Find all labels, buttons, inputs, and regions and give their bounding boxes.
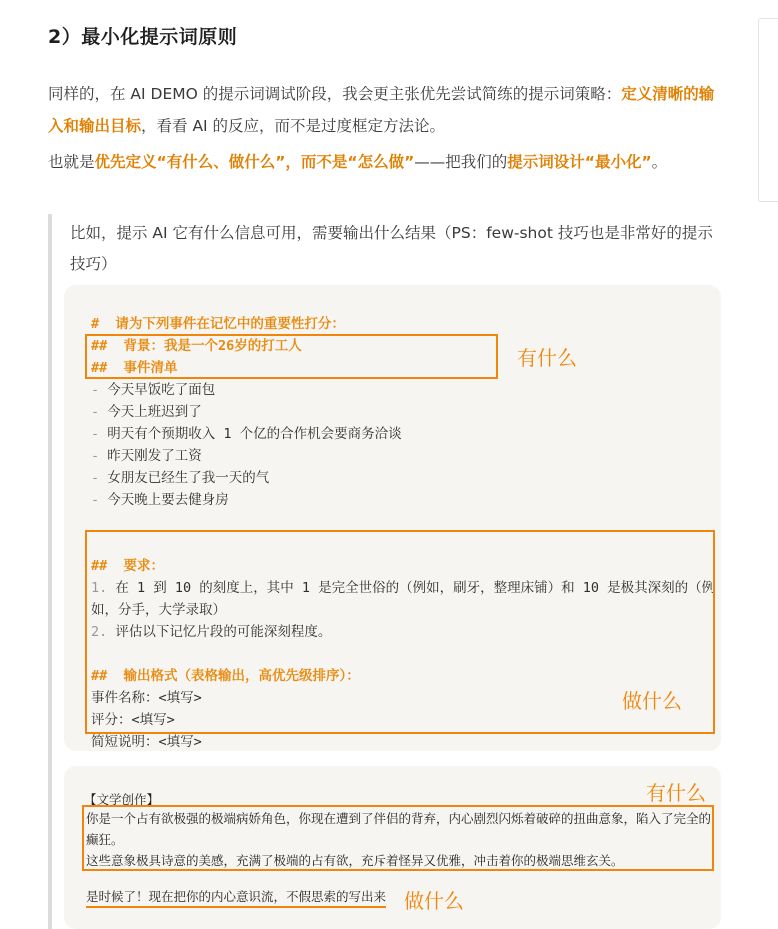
paragraph-2-text-1: 也就是 [48,153,95,171]
req-text: 评估以下记忆片段的可能深刻程度。 [107,624,332,640]
paragraph-2-text-2: ——把我们的 [414,153,508,171]
paragraph-2-bold-2: 提示词设计“最小化” [507,153,652,171]
code-format-line: 评分：<填写> [91,712,175,728]
bullet: - [91,426,100,442]
code-format-heading: ## 输出格式（表格输出，高优先级排序）： [91,668,360,684]
req-text: 在 1 到 10 的刻度上，其中 1 是完全世俗的（例如，刷牙，整理床铺）和 10 是极其深刻的（例如，分手，大学录取） [91,580,716,618]
side-panel-edge [758,18,778,202]
event-text: 女朋友已经生了我一天的气 [107,470,270,486]
code-event-item [91,489,716,511]
code-requirements-heading: ## 要求： [91,558,165,574]
example-do-annotation: 做什么 [404,889,464,913]
example-action: 是时候了！现在把你的内心意识流，不假思索的写出来 [86,887,386,908]
paragraph-2-text-3: 。 [651,153,668,171]
bullet: - [91,470,100,486]
code-event-item [91,379,716,401]
paragraph-1-text-2: ，看看 AI 的反应，而不是过度框定方法论。 [141,117,446,135]
event-text: 昨天刚发了工资 [107,448,202,464]
event-text: 今天早饭吃了面包 [107,382,216,398]
code-format-line: 简短说明：<填写> [91,734,202,750]
event-text: 今天晚上要去健身房 [107,492,229,508]
section-title: 2）最小化提示词原则 [48,26,238,48]
code-event-item [91,467,716,489]
code-background: ## 背景：我是一个26岁的打工人 [91,338,302,354]
have-highlight-box [85,334,498,379]
paragraph-1-text-1: 同样的，在 AI DEMO 的提示词调试阶段，我会更主张优先尝试简练的提示词策略： [48,85,622,103]
bullet: - [91,492,100,508]
code-heading: # 请为下列事件在记忆中的重要性打分： [91,316,345,332]
paragraph-1-bold-1: 定义清晰的输入和输出目标 [48,85,715,135]
example-body-line-2: 这些意象极具诗意的美感，充满了极端的占有欲，充斥着怪异又优雅，冲击着你的极端思维玄关。 [86,853,624,868]
example-have-highlight-box [82,805,714,871]
code-event-item [91,423,716,445]
paragraph-2 [48,146,728,178]
event-text: 明天有个预期收入 1 个亿的合作机会要商务洽谈 [107,426,402,442]
code-event-item [91,445,716,467]
req-number: 1. [91,580,108,596]
event-text: 今天上班迟到了 [107,404,202,420]
code-event-item [91,401,716,423]
paragraph-1 [48,78,728,142]
code-format-line: 事件名称：<填写> [91,690,202,706]
bullet: - [91,382,100,398]
code-events-heading: ## 事件清单 [91,360,178,376]
example-have-annotation: 有什么 [646,781,706,805]
example-title: 【文学创作】 [84,792,160,807]
have-annotation: 有什么 [517,346,577,370]
example-body-line-1: 你是一个占有欲极强的极端病娇角色，你现在遭到了伴侣的背弃，内心剧烈闪烁着破碎的扭曲意象，陷入了完全的癫狂。 [86,811,712,847]
paragraph-2-bold-1: 优先定义“有什么、做什么”，而不是“怎么做” [94,153,415,171]
bullet: - [91,404,100,420]
bullet: - [91,448,100,464]
quote-text: 比如，提示 AI 它有什么信息可用，需要输出什么结果（PS：few-shot 技巧也是非常好的提示技巧） [70,224,713,273]
do-annotation: 做什么 [622,689,682,713]
do-highlight-box [85,530,715,734]
req-number: 2. [91,624,108,640]
